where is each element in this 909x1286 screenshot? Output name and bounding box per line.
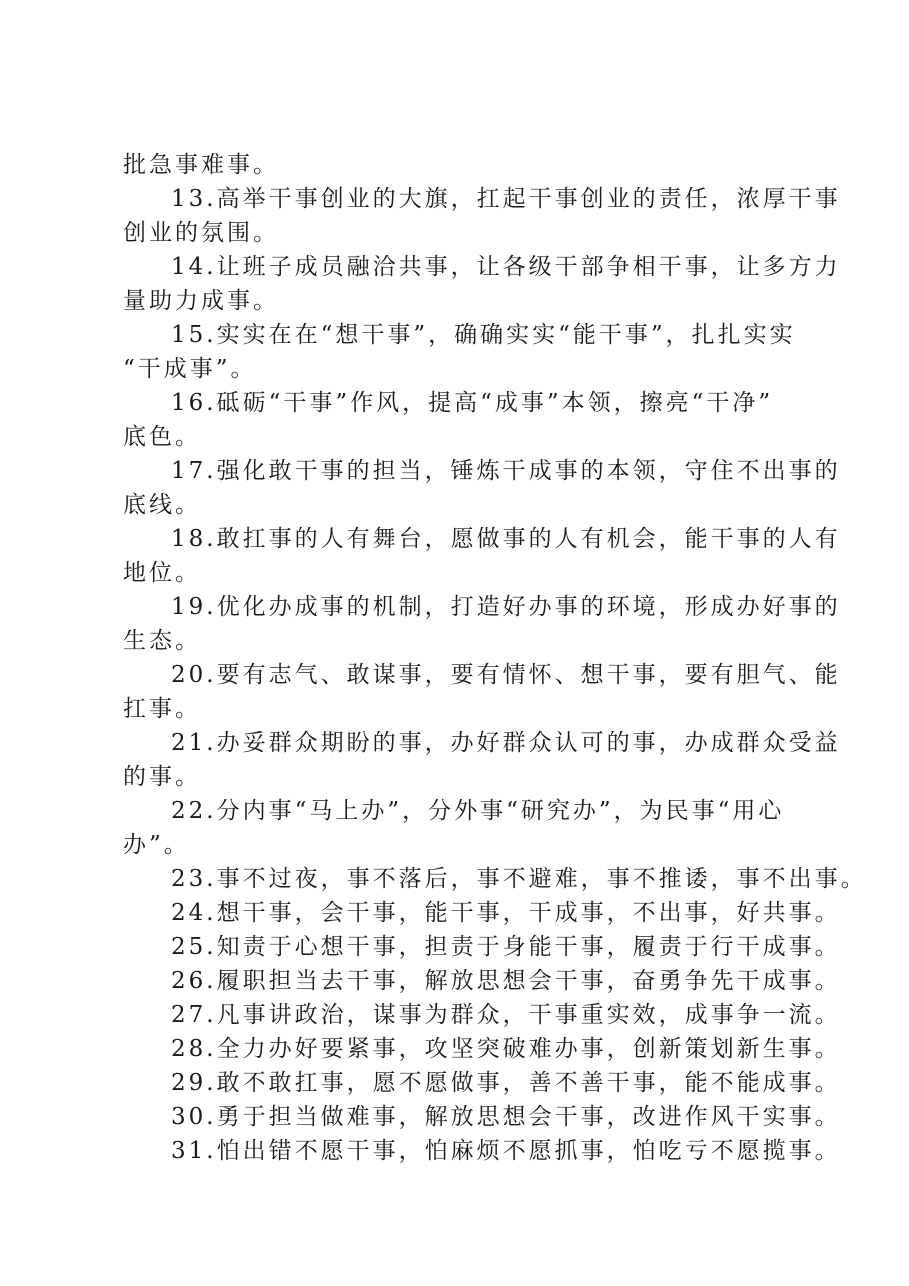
text-line: 24.想干事，会干事，能干事，干成事，不出事，好共事。	[171, 900, 841, 926]
text-line: 办”。	[123, 832, 190, 858]
paragraph	[123, 318, 813, 386]
paragraph	[123, 454, 841, 522]
text-line: 17.强化敢干事的担当，锤炼干成事的本领，守住不出事的	[171, 458, 841, 484]
text-line: 量助力成事。	[123, 288, 279, 314]
text-line: 28.全力办好要紧事，攻坚突破难办事，创新策划新生事。	[171, 1036, 841, 1062]
text-line: 25.知责于心想干事，担责于身能干事，履责于行干成事。	[171, 934, 841, 960]
paragraph	[123, 896, 841, 930]
text-line: 底线。	[123, 492, 201, 518]
text-line: 29.敢不敢扛事，愿不愿做事，善不善干事，能不能成事。	[171, 1070, 841, 1096]
text-line: “干成事”。	[123, 356, 257, 382]
paragraph	[123, 964, 841, 998]
paragraph	[123, 1066, 841, 1100]
text-line: 的事。	[123, 764, 201, 790]
paragraph	[123, 862, 867, 896]
text-line: 14.让班子成员融洽共事，让各级干部争相干事，让多方力	[171, 254, 841, 280]
paragraph	[123, 1100, 841, 1134]
text-line: 16.砥砺“干事”作风，提高“成事”本领，擦亮“干净”	[171, 390, 774, 416]
text-line: 23.事不过夜，事不落后，事不避难，事不推诿，事不出事。	[171, 866, 867, 892]
text-line: 创业的氛围。	[123, 220, 279, 246]
paragraph	[123, 658, 841, 726]
paragraph	[123, 182, 841, 250]
paragraph	[123, 794, 813, 862]
paragraph	[123, 998, 841, 1032]
text-line: 26.履职担当去干事，解放思想会干事，奋勇争先干成事。	[171, 968, 841, 994]
document-body	[123, 148, 867, 1168]
text-line: 扛事。	[123, 696, 201, 722]
paragraph	[123, 522, 841, 590]
paragraph	[123, 250, 841, 318]
text-line: 15.实实在在“想干事”，确确实实“能干事”，扎扎实实	[171, 322, 796, 348]
text-line: 19.优化办成事的机制，打造好办事的环境，形成办好事的	[171, 594, 841, 620]
paragraph	[123, 1134, 841, 1168]
paragraph	[123, 930, 841, 964]
text-line: 批急事难事。	[123, 152, 279, 178]
paragraph	[123, 148, 813, 182]
text-line: 18.敢扛事的人有舞台，愿做事的人有机会，能干事的人有	[171, 526, 841, 552]
paragraph	[123, 726, 841, 794]
text-line: 底色。	[123, 424, 201, 450]
text-line: 13.高举干事创业的大旗，扛起干事创业的责任，浓厚干事	[171, 186, 841, 212]
text-line: 生态。	[123, 628, 201, 654]
text-line: 20.要有志气、敢谋事，要有情怀、想干事，要有胆气、能	[171, 662, 841, 688]
text-line: 21.办妥群众期盼的事，办好群众认可的事，办成群众受益	[171, 730, 841, 756]
paragraph	[123, 590, 841, 658]
text-line: 31.怕出错不愿干事，怕麻烦不愿抓事，怕吃亏不愿揽事。	[171, 1138, 841, 1164]
text-line: 30.勇于担当做难事，解放思想会干事，改进作风干实事。	[171, 1104, 841, 1130]
text-line: 22.分内事“马上办”，分外事“研究办”，为民事“用心	[171, 798, 785, 824]
text-line: 27.凡事讲政治，谋事为群众，干事重实效，成事争一流。	[171, 1002, 841, 1028]
paragraph	[123, 1032, 841, 1066]
paragraph	[123, 386, 813, 454]
text-line: 地位。	[123, 560, 201, 586]
